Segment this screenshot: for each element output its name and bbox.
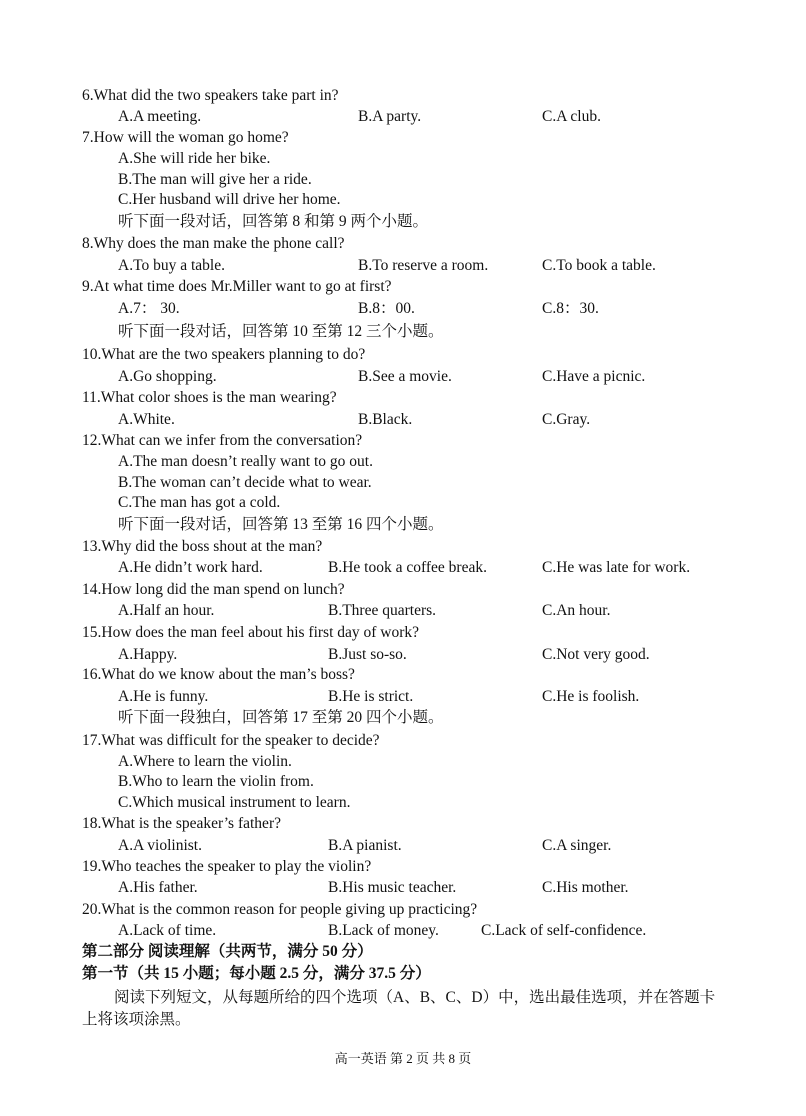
option-20b: B.Lack of money. (328, 922, 439, 939)
question-11: 11.What color shoes is the man wearing? (82, 389, 337, 406)
option-19a: A.His father. (118, 879, 198, 896)
question-16: 16.What do we know about the man’s boss? (82, 666, 355, 683)
option-19b: B.His music teacher. (328, 879, 457, 896)
option-16c: C.He is foolish. (542, 688, 640, 705)
option-13b: B.He took a coffee break. (328, 559, 487, 576)
option-7c: C.Her husband will drive her home. (118, 191, 341, 208)
option-18b: B.A pianist. (328, 837, 402, 854)
question-10: 10.What are the two speakers planning to do? (82, 346, 366, 363)
part-two-heading: 第二部分 阅读理解（共两节，满分 50 分） (82, 943, 373, 960)
question-13: 13.Why did the boss shout at the man? (82, 538, 323, 555)
option-19c: C.His mother. (542, 879, 629, 896)
option-15c: C.Not very good. (542, 646, 650, 663)
option-12c: C.The man has got a cold. (118, 494, 281, 511)
option-13a: A.He didn’t work hard. (118, 559, 263, 576)
option-6a: A.A meeting. (118, 108, 202, 125)
question-12: 12.What can we infer from the conversation? (82, 432, 363, 449)
option-20a: A.Lack of time. (118, 922, 217, 939)
option-18a: A.A violinist. (118, 837, 202, 854)
option-8a: A.To buy a table. (118, 257, 225, 274)
instruction-3: 听下面一段对话，回答第 13 至第 16 四个小题。 (118, 516, 444, 533)
option-9c: C.8：30. (542, 300, 599, 317)
option-16b: B.He is strict. (328, 688, 414, 705)
option-6b: B.A party. (358, 108, 422, 125)
question-9: 9.At what time does Mr.Miller want to go at first? (82, 278, 392, 295)
option-9a: A.7： 30. (118, 300, 180, 317)
reading-directions: 阅读下列短文，从每题所给的四个选项（A、B、C、D）中，选出最佳选项，并在答题卡上将该项涂黑。 (82, 989, 716, 1028)
option-6c: C.A club. (542, 108, 601, 125)
option-13c: C.He was late for work. (542, 559, 691, 576)
question-15: 15.How does the man feel about his first day of work? (82, 624, 420, 641)
option-14a: A.Half an hour. (118, 602, 215, 619)
option-17c: C.Which musical instrument to learn. (118, 794, 351, 811)
option-15b: B.Just so-so. (328, 646, 407, 663)
option-7b: B.The man will give her a ride. (118, 171, 312, 188)
option-16a: A.He is funny. (118, 688, 209, 705)
option-10b: B.See a movie. (358, 368, 452, 385)
option-11a: A.White. (118, 411, 175, 428)
option-14c: C.An hour. (542, 602, 611, 619)
question-19: 19.Who teaches the speaker to play the violin? (82, 858, 372, 875)
option-12b: B.The woman can’t decide what to wear. (118, 474, 372, 491)
option-14b: B.Three quarters. (328, 602, 437, 619)
instruction-2: 听下面一段对话，回答第 10 至第 12 三个小题。 (118, 323, 444, 340)
option-11c: C.Gray. (542, 411, 591, 428)
question-18: 18.What is the speaker’s father? (82, 815, 281, 832)
option-7a: A.She will ride her bike. (118, 150, 271, 167)
question-7: 7.How will the woman go home? (82, 129, 289, 146)
question-20: 20.What is the common reason for people giving up practicing? (82, 901, 478, 918)
question-17: 17.What was difficult for the speaker to decide? (82, 732, 380, 749)
instruction-4: 听下面一段独白，回答第 17 至第 20 四个小题。 (118, 709, 444, 726)
option-9b: B.8：00. (358, 300, 415, 317)
question-14: 14.How long did the man spend on lunch? (82, 581, 345, 598)
question-8: 8.Why does the man make the phone call? (82, 235, 345, 252)
option-20c: C.Lack of self-confidence. (481, 922, 647, 939)
option-8c: C.To book a table. (542, 257, 656, 274)
instruction-1: 听下面一段对话，回答第 8 和第 9 两个小题。 (118, 213, 429, 230)
option-17b: B.Who to learn the violin from. (118, 773, 314, 790)
question-6: 6.What did the two speakers take part in? (82, 87, 339, 104)
option-10c: C.Have a picnic. (542, 368, 646, 385)
option-8b: B.To reserve a room. (358, 257, 489, 274)
option-15a: A.Happy. (118, 646, 178, 663)
option-17a: A.Where to learn the violin. (118, 753, 292, 770)
option-11b: B.Black. (358, 411, 413, 428)
option-18c: C.A singer. (542, 837, 612, 854)
option-10a: A.Go shopping. (118, 368, 217, 385)
section-one-heading: 第一节（共 15 小题；每小题 2.5 分，满分 37.5 分） (82, 965, 431, 982)
page-footer: 高一英语 第 2 页 共 8 页 (334, 1051, 472, 1066)
option-12a: A.The man doesn’t really want to go out. (118, 453, 373, 470)
